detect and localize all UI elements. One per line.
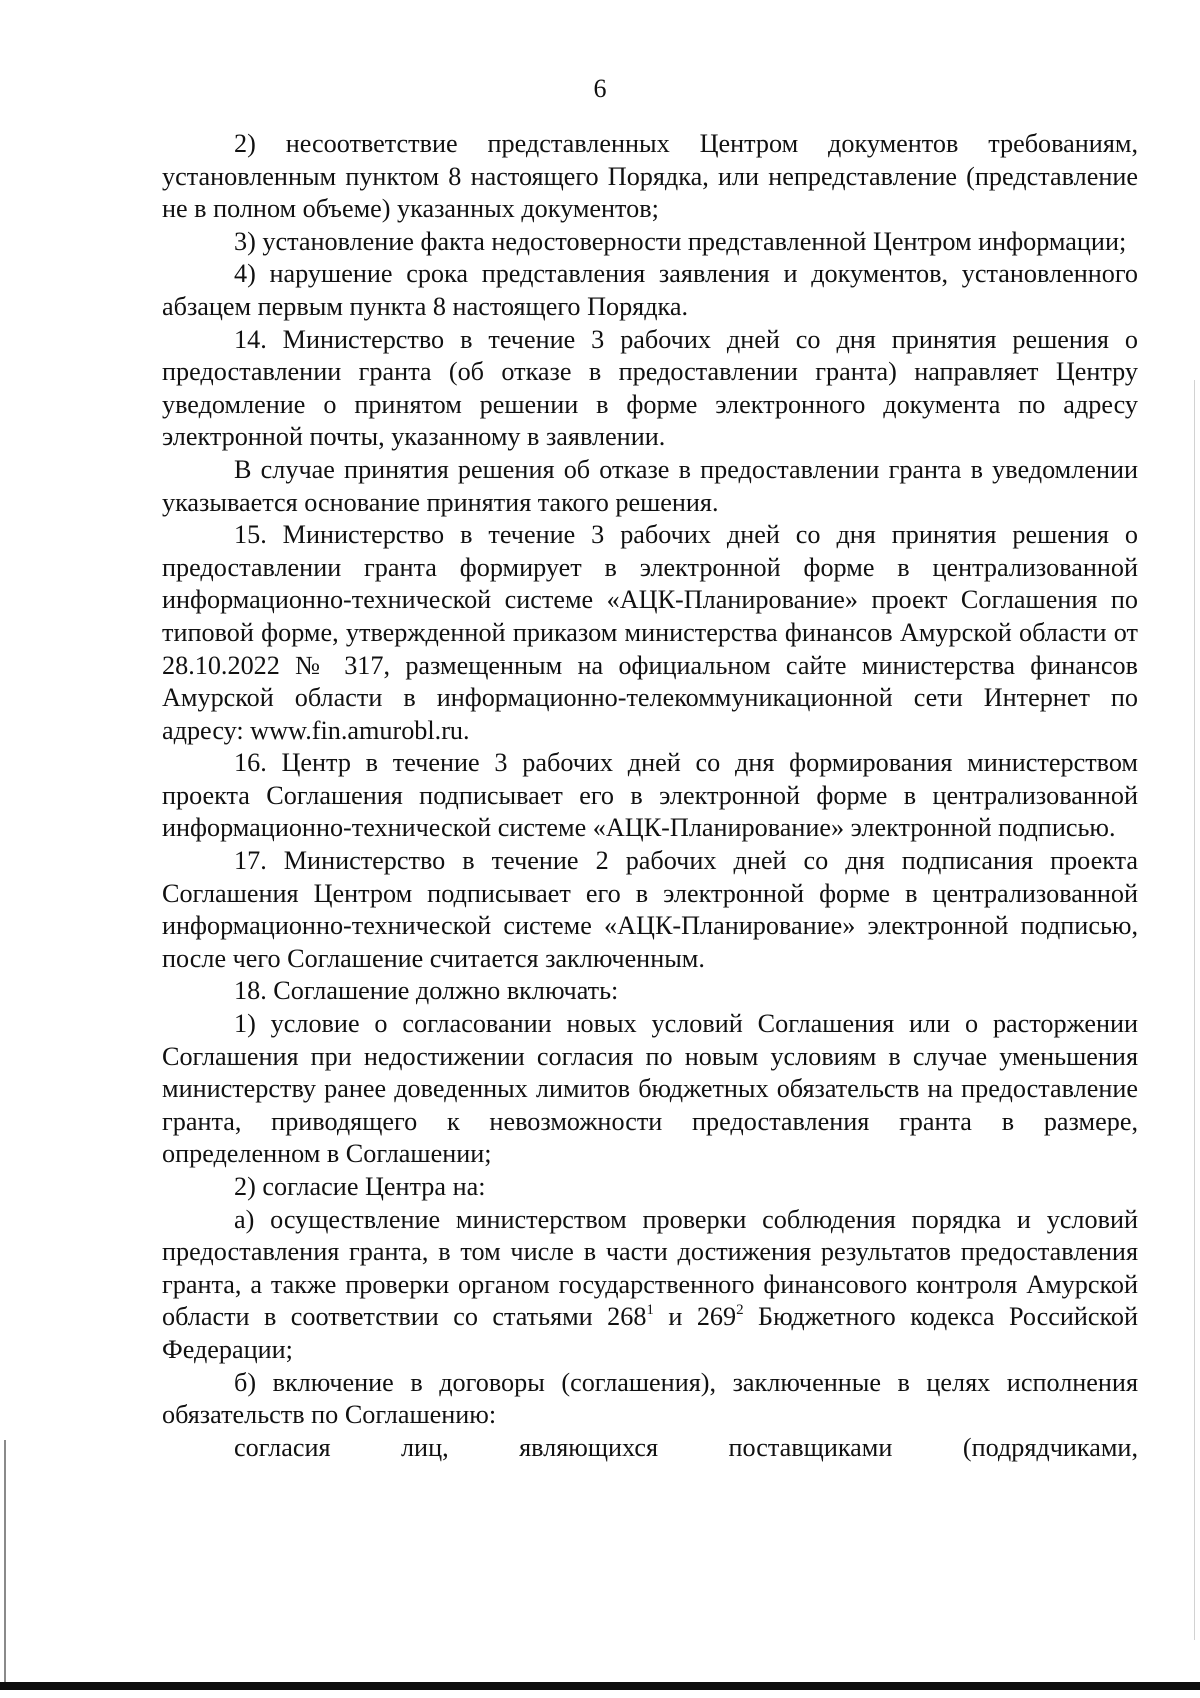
paragraph-18-item-2b: б) включение в договоры (соглашения), заключенные в целях исполнения обязательств по Соглашению: [162,1367,1138,1430]
paragraph-14: 14. Министерство в течение 3 рабочих дней со дня принятия решения о предоставлении гранта (об отказе в предоставлении гранта) направляет Центру уведомление о принятом решении в форме электронного документа по адресу электронной почты, указанному в заявлении. [162,324,1138,452]
paragraph-17: 17. Министерство в течение 2 рабочих дней со дня подписания проекта Соглашения Центром подписывает его в электронной форме в централизованной информационно-технической системе «АЦК-Планирование» электронной подписью, после чего Соглашение считается заключенным. [162,846,1138,973]
paragraph-15: 15. Министерство в течение 3 рабочих дней со дня принятия решения о предоставлении гранта формирует в электронной форме в централизованной информационно-технической системе «АЦК-Планирование» проект Соглашения по типовой форме, утвержденной приказом министерства финансов Амурской области от 28.10.2022 № 317, размещенным на официальном сайте министерства финансов Амурской области в информационно-телекоммуникационной сети Интернет по адресу: www.fin.amurobl.ru. [162,520,1138,745]
document-body [162,128,1138,1464]
paragraph-14-refusal-notice: В случае принятия решения об отказе в предоставлении гранта в уведомлении указывается основание принятия такого решения. [162,454,1138,517]
scan-edge-bottom [0,1682,1200,1690]
paragraph-a-text-3: Бюджетного кодекса Российской Федерации; [162,1302,1138,1364]
paragraph-a-text-2: и 269 [653,1302,737,1332]
paragraph-18-item-2a [162,1204,1138,1367]
scan-edge-right [1194,380,1195,1640]
paragraph-18-item-1: 1) условие о согласовании новых условий Соглашения или о расторжении Соглашения при недостижении согласия по новым условиям в случае уменьшения министерству ранее доведенных лимитов бюджетных обязательств на предоставление гранта, приводящего к невозможности предоставления гранта в размере, определенном в Соглашении; [162,1009,1138,1169]
paragraph-a-text-1: а) осуществление министерством проверки соблюдения порядка и условий предоставления гранта, в том числе в части достижения результатов предоставления гранта, а также проверки органом государственного финансового контроля Амурской области в соответствии со статьями 268 [162,1204,1138,1332]
paragraph-consent-suppliers: согласия лиц, являющихся поставщиками (подрядчиками, [234,1432,1138,1462]
superscript-2: 2 [736,1302,744,1319]
scan-edge-left [4,1440,6,1684]
superscript-1: 1 [646,1302,654,1319]
paragraph-18: 18. Соглашение должно включать: [234,976,619,1006]
paragraph-18-item-2: 2) согласие Центра на: [234,1172,486,1201]
paragraph-refusal-4: 4) нарушение срока представления заявления и документов, установленного абзацем первым пункта 8 настоящего Порядка. [162,259,1138,321]
paragraph-refusal-2: 2) несоответствие представленных Центром документов требованиям, установленным пунктом 8 настоящего Порядка, или непредставление (представление не в полном объеме) указанных документов; [162,129,1138,224]
paragraph-16: 16. Центр в течение 3 рабочих дней со дня формирования министерством проекта Соглашения подписывает его в электронной форме в централизованной информационно-технической системе «АЦК-Планирование» электронной подписью. [162,748,1138,843]
page-number: 6 [593,74,607,103]
paragraph-refusal-3: 3) установление факта недостоверности представленной Центром информации; [234,226,1127,256]
